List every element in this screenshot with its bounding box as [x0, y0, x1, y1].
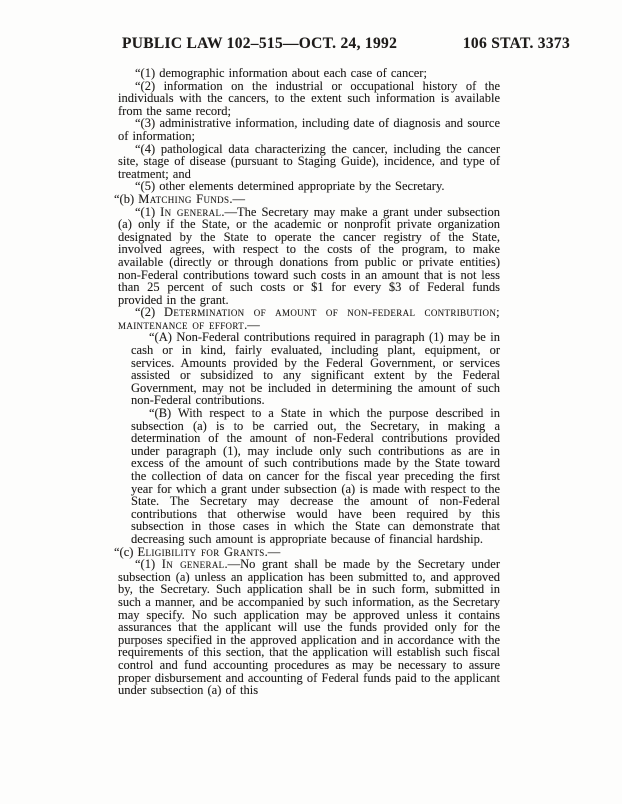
paragraph	[118, 206, 500, 307]
small-caps-heading: In general	[161, 557, 225, 572]
text-run: “(1)	[135, 557, 162, 572]
text-run: “(b)	[114, 191, 139, 206]
text-run: .—	[229, 191, 245, 206]
text-run: “(2) information on the industrial or occupational history of the individuals with the cancers, to the extent such information is available from the same record;	[118, 78, 500, 118]
text-run: “(4) pathological data characterizing the cancer, including the cancer site, stage of disease (pursuant to Staging Guide), incidence, and type of treatment; and	[118, 141, 500, 181]
statute-text	[114, 66, 501, 698]
text-run: “(A) Non-Federal contributions required in paragraph (1) may be in cash or in kind, fairly evaluated, including plant, equipment, or services. Amounts provided by the Federal Government, or services assisted or subsidized to any significant extent by the Federal Government, may not be included in determining the amount of such non-Federal contributions.	[131, 330, 500, 408]
text-run: .—No grant shall be made by the Secretary under subsection (a) unless an application has been submitted to, and approved by, the Secretary. Such application shall be in such form, submitted in such a manner, and be accompanied by such information, as the Secretary may specify. No such application may be approved unless it contains assurances that the applicant will use the funds provided only for the purposes specified in the approved application and in accordance with the requirements of this section, that the application will establish such fiscal control and fund accounting procedures as may be necessary to assure proper disbursement and accounting of Federal funds paid to the applicant under subsection (a) of this	[118, 557, 500, 698]
paragraph	[118, 80, 500, 118]
text-run: “(B) With respect to a State in which the purpose described in subsection (a) is to be carried out, the Secretary, in making a determination of the amount of non-Federal contributions provided under paragraph (1), may include only such contributions as are in excess of the amount of such contributions made by the State toward the collection of data on cancer for the fiscal year preceding the first year for which a grant under subsection (a) is made with respect to the State. The Secretary may decrease the amount of non-Federal contributions that otherwise would have been required by this subsection in those cases in which the State can demonstrate that decreasing such amount is appropriate because of financial hardship.	[131, 406, 500, 546]
paragraph	[131, 407, 500, 546]
paragraph	[118, 117, 500, 142]
header-stat-citation: 106 STAT. 3373	[462, 35, 570, 52]
small-caps-heading: Determination of amount of non-federal contribution; maintenance of effort	[118, 305, 501, 332]
text-run: “(1) demographic information about each case of cancer;	[135, 66, 427, 80]
text-run: “(5) other elements determined appropriate by the Secretary.	[135, 179, 445, 194]
text-run: “(c)	[114, 544, 138, 559]
small-caps-heading: Matching Funds	[138, 191, 230, 206]
paragraph	[131, 331, 500, 407]
text-run: “(1)	[135, 204, 161, 219]
header-law-title: PUBLIC LAW 102–515—OCT. 24, 1992	[122, 35, 398, 52]
small-caps-heading: In general	[160, 204, 222, 219]
small-caps-heading: Eligibility for Grants	[137, 544, 265, 559]
text-run: “(2)	[135, 305, 164, 320]
text-run: “(3) administrative information, including date of diagnosis and source of information;	[118, 116, 500, 143]
text-run: .—	[244, 317, 260, 332]
page-header	[122, 35, 570, 53]
text-run: .—The Secretary may make a grant under subsection (a) only if the State, or the academic or nonprofit private organization designated by the State to operate the cancer registry of the State, involved agrees, with respect to the costs of the program, to make available (directly or through donations from public or private entities) non-Federal contributions toward such costs in an amount that is not less than 25 percent of such costs or $1 for every $3 of Federal funds provided in the grant.	[118, 204, 500, 307]
paragraph	[118, 143, 500, 181]
paragraph	[118, 558, 500, 697]
text-run: .—	[264, 544, 281, 559]
paragraph	[118, 306, 500, 331]
